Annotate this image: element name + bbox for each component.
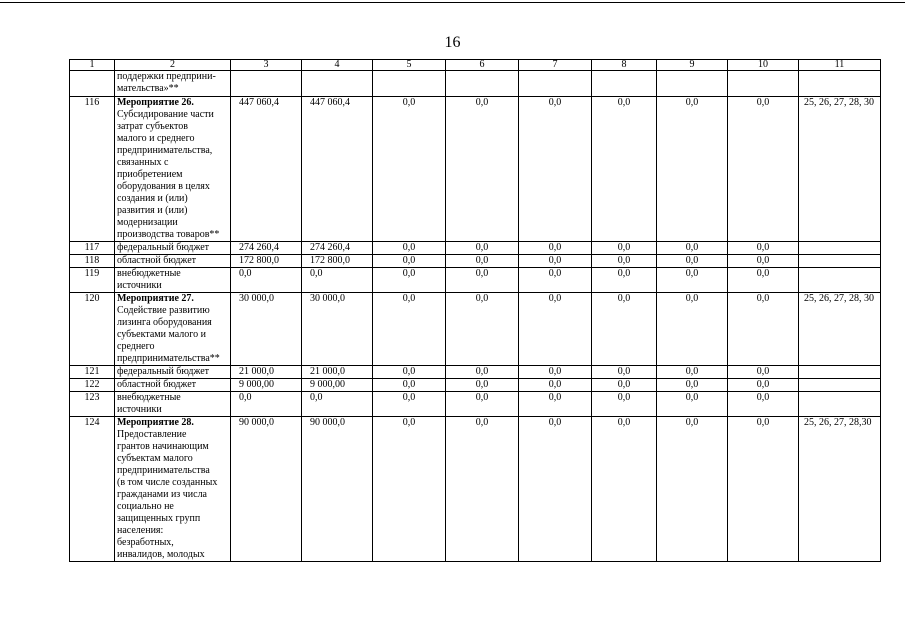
table-row [70,268,881,293]
value-cell: 0,0 [373,366,446,379]
description-line: производства товаров** [117,229,220,240]
description-line: инвалидов, молодых [117,549,205,560]
description-line: предпринимательства, [117,145,213,156]
row-description [115,97,231,242]
value-cell: 0,0 [231,268,302,293]
measure-title: Мероприятие 28. [117,417,194,428]
description-line: внебюджетные [117,392,181,403]
description-line: защищенных групп [117,513,201,524]
value-cell: 0,0 [728,255,799,268]
description-line: предпринимательства** [117,353,220,364]
description-line: малого и среднего [117,133,195,144]
row-description [115,417,231,562]
description-line: создания и (или) [117,193,188,204]
budget-table [69,59,881,562]
row-number: 116 [70,97,115,242]
column-header: 6 [446,60,519,71]
value-cell: 0,0 [728,417,799,562]
row-description [115,255,231,268]
value-cell: 274 260,4 [231,242,302,255]
value-cell: 447 060,4 [231,97,302,242]
value-cell: 90 000,0 [231,417,302,562]
empty-cell [373,71,446,97]
empty-cell [446,71,519,97]
value-cell: 0,0 [657,379,728,392]
table-row [70,293,881,366]
column-header: 3 [231,60,302,71]
value-cell: 0,0 [446,293,519,366]
row-number: 124 [70,417,115,562]
column-header: 2 [115,60,231,71]
description-line: затрат субъектов [117,121,188,132]
value-cell: 0,0 [592,379,657,392]
value-cell: 0,0 [592,255,657,268]
row-number: 121 [70,366,115,379]
header-row [70,60,881,71]
description-line: (в том числе созданных [117,477,218,488]
indicator-refs [799,268,881,293]
value-cell: 0,0 [446,379,519,392]
value-cell: 0,0 [302,392,373,417]
value-cell: 0,0 [728,242,799,255]
value-cell: 9 000,00 [302,379,373,392]
row-number: 119 [70,268,115,293]
value-cell: 0,0 [373,97,446,242]
row-description [115,293,231,366]
column-header: 1 [70,60,115,71]
value-cell: 0,0 [519,97,592,242]
description-line: федеральный бюджет [117,242,210,253]
description-line: приобретением [117,169,183,180]
row-description [115,366,231,379]
description-line: Предоставление [117,429,187,440]
empty-cell [728,71,799,97]
value-cell: 172 800,0 [231,255,302,268]
value-cell: 0,0 [519,366,592,379]
value-cell: 0,0 [302,268,373,293]
value-cell: 0,0 [519,268,592,293]
value-cell: 0,0 [373,255,446,268]
description-line: мательства»** [117,83,179,94]
page-number: 16 [444,34,461,51]
row-description [115,71,231,97]
value-cell: 0,0 [728,366,799,379]
empty-cell [302,71,373,97]
value-cell: 0,0 [519,293,592,366]
description-line: оборудования в целях [117,181,210,192]
empty-cell [799,71,881,97]
indicator-refs [799,379,881,392]
value-cell: 0,0 [728,97,799,242]
indicator-refs: 25, 26, 27, 28,30 [799,417,881,562]
value-cell: 0,0 [657,255,728,268]
value-cell: 274 260,4 [302,242,373,255]
description-line: модернизации [117,217,178,228]
description-line: Субсидирование части [117,109,214,120]
table-row [70,255,881,268]
row-number: 122 [70,379,115,392]
value-cell: 172 800,0 [302,255,373,268]
value-cell: 0,0 [446,255,519,268]
value-cell: 0,0 [446,366,519,379]
indicator-refs [799,392,881,417]
value-cell: 0,0 [519,255,592,268]
value-cell: 90 000,0 [302,417,373,562]
value-cell: 30 000,0 [231,293,302,366]
table-row [70,379,881,392]
empty-cell [519,71,592,97]
value-cell: 0,0 [373,392,446,417]
indicator-refs [799,255,881,268]
description-line: субъектам малого [117,453,193,464]
description-line: населения: [117,525,164,536]
indicator-refs: 25, 26, 27, 28, 30 [799,293,881,366]
value-cell: 0,0 [657,242,728,255]
measure-title: Мероприятие 26. [117,97,194,108]
value-cell: 0,0 [592,392,657,417]
value-cell: 0,0 [728,392,799,417]
empty-cell [657,71,728,97]
indicator-refs: 25, 26, 27, 28, 30 [799,97,881,242]
value-cell: 0,0 [657,97,728,242]
row-description [115,392,231,417]
table-row [70,97,881,242]
value-cell: 0,0 [657,366,728,379]
value-cell: 0,0 [519,392,592,417]
value-cell: 21 000,0 [302,366,373,379]
empty-cell [592,71,657,97]
value-cell: 0,0 [592,242,657,255]
table-row [70,417,881,562]
description-line: лизинга оборудования [117,317,212,328]
value-cell: 0,0 [519,242,592,255]
indicator-refs [799,242,881,255]
value-cell: 0,0 [446,417,519,562]
value-cell: 0,0 [446,392,519,417]
value-cell: 9 000,00 [231,379,302,392]
description-line: гражданами из числа [117,489,207,500]
value-cell: 0,0 [519,379,592,392]
column-header: 4 [302,60,373,71]
description-line: среднего [117,341,155,352]
column-header: 11 [799,60,881,71]
value-cell: 0,0 [592,366,657,379]
value-cell: 0,0 [446,268,519,293]
indicator-refs [799,366,881,379]
row-number: 117 [70,242,115,255]
value-cell: 0,0 [446,97,519,242]
description-line: областной бюджет [117,255,197,266]
value-cell: 0,0 [657,293,728,366]
row-description [115,268,231,293]
description-line: социально не [117,501,174,512]
description-line: внебюджетные [117,268,181,279]
value-cell: 0,0 [657,417,728,562]
description-line: Содействие развитию [117,305,210,316]
description-line: субъектами малого и [117,329,206,340]
row-number: 120 [70,293,115,366]
value-cell: 21 000,0 [231,366,302,379]
value-cell: 30 000,0 [302,293,373,366]
continuation-row [70,71,881,97]
table-row [70,242,881,255]
row-number [70,71,115,97]
description-line: источники [117,280,162,291]
table-row [70,392,881,417]
description-line: федеральный бюджет [117,366,210,377]
description-line: связанных с [117,157,169,168]
value-cell: 0,0 [231,392,302,417]
value-cell: 0,0 [519,417,592,562]
row-number: 118 [70,255,115,268]
column-header: 10 [728,60,799,71]
value-cell: 0,0 [592,417,657,562]
value-cell: 0,0 [592,268,657,293]
value-cell: 0,0 [657,268,728,293]
value-cell: 0,0 [728,268,799,293]
value-cell: 0,0 [373,379,446,392]
top-border-line [0,2,905,3]
value-cell: 0,0 [592,97,657,242]
row-description [115,379,231,392]
value-cell: 0,0 [373,268,446,293]
empty-cell [231,71,302,97]
value-cell: 0,0 [373,417,446,562]
value-cell: 0,0 [728,379,799,392]
description-line: грантов начинающим [117,441,209,452]
value-cell: 0,0 [373,293,446,366]
row-number: 123 [70,392,115,417]
value-cell: 0,0 [373,242,446,255]
table-row [70,366,881,379]
column-header: 8 [592,60,657,71]
description-line: развития и (или) [117,205,188,216]
measure-title: Мероприятие 27. [117,293,194,304]
description-line: предпринимательства [117,465,210,476]
description-line: безработных, [117,537,174,548]
value-cell: 447 060,4 [302,97,373,242]
row-description [115,242,231,255]
column-header: 7 [519,60,592,71]
value-cell: 0,0 [592,293,657,366]
column-header: 5 [373,60,446,71]
value-cell: 0,0 [728,293,799,366]
column-header: 9 [657,60,728,71]
description-line: поддержки предприни- [117,71,216,82]
value-cell: 0,0 [657,392,728,417]
description-line: источники [117,404,162,415]
value-cell: 0,0 [446,242,519,255]
description-line: областной бюджет [117,379,197,390]
